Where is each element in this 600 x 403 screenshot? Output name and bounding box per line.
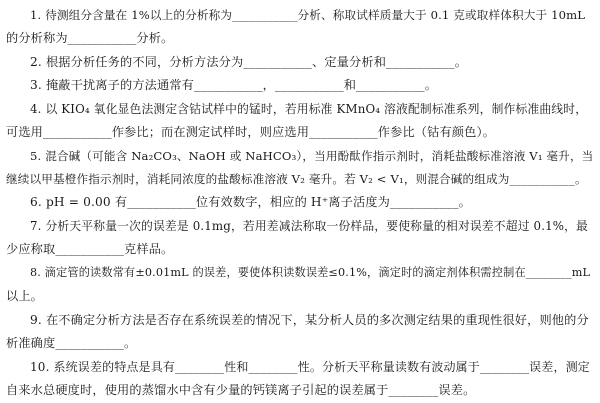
question-4-line-2: 可选用___________作参比；而在测定试样时，则应选用___________作参比（钴有颜色）。 xyxy=(6,125,496,139)
question-8-line-2: 以上。 xyxy=(6,289,44,303)
question-3-line-1: 3. 掩蔽干扰离子的方法通常有___________，___________和___________。 xyxy=(30,78,438,92)
question-9-line-2: 析准确度___________。 xyxy=(6,336,137,350)
question-10-line-2: 自来水总硬度时，使用的蒸馏水中含有少量的钙镁离子引起的误差属于________误差。 xyxy=(6,383,476,397)
question-1-line-1: 1. 待测组分含量在 1%以上的分析称为___________分析、称取试样质量大于 0.1 克或取样体积大于 10mL xyxy=(30,8,586,22)
question-5-line-1: 5. 混合碱（可能含 Na₂CO₃、NaOH 或 NaHCO₃），当用酚酞作指示剂时，消耗盐酸标准溶液 V₁ 毫升，当 xyxy=(30,149,594,163)
question-1-line-2: 的分析称为___________分析。 xyxy=(6,31,174,45)
question-6-line-1: 6. pH = 0.00 有___________位有效数字，相应的 H⁺离子活度为___________。 xyxy=(30,195,471,209)
question-7-line-2: 少应称取___________克样品。 xyxy=(6,242,174,256)
question-4-line-1: 4. 以 KIO₄ 氧化显色法测定含钴试样中的锰时，若用标准 KMnO₄ 溶液配制标准系列，制作标准曲线时， xyxy=(30,102,588,116)
question-9-line-1: 9. 在不确定分析方法是否存在系统误差的情况下，某分析人员的多次测定结果的重现性很好，则他的分 xyxy=(30,313,589,327)
question-8-line-1: 8. 滴定管的读数常有±0.01mL 的误差，要使体积读数误差≤0.1%，滴定时的滴定剂体积需控制在________mL xyxy=(30,266,591,279)
question-5-line-2: 继续以甲基橙作指示剂时，消耗同浓度的盐酸标准溶液 V₂ 毫升。若 V₂ < V₁，则混合碱的组成为___________。 xyxy=(6,172,587,186)
question-10-line-1: 10. 系统误差的特点是具有________性和________性。分析天平称量读数有波动属于________误差，测定 xyxy=(30,360,590,374)
question-2-line-1: 2. 根据分析任务的不同，分析方法分为___________、定量分析和___________。 xyxy=(30,55,468,69)
question-7-line-1: 7. 分析天平称量一次的误差是 0.1mg，若用差减法称取一份样品，要使称量的相对误差不超过 0.1%，最 xyxy=(30,219,589,233)
